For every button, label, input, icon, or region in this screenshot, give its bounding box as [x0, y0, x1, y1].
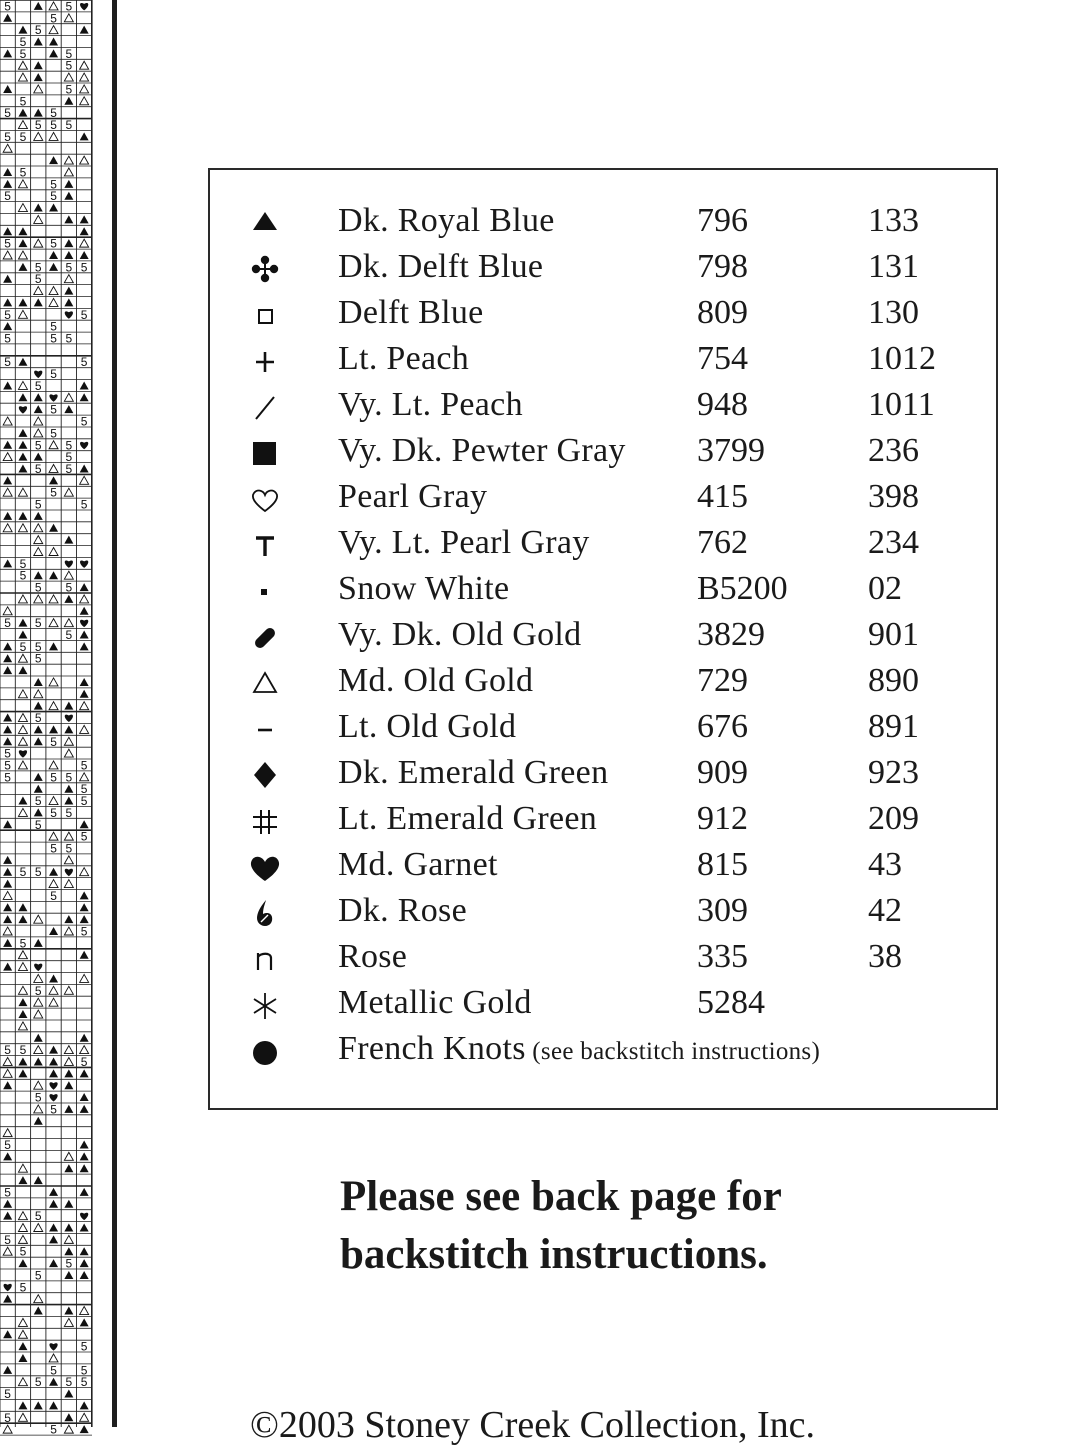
svg-text:5: 5	[34, 497, 42, 512]
thread-color-name-text: Dk. Delft Blue	[338, 248, 544, 285]
small-dot-icon	[240, 572, 290, 610]
dmc-number: 309	[697, 892, 748, 929]
anchor-number: 891	[868, 708, 919, 745]
key-row	[210, 428, 1000, 474]
svg-text:5: 5	[80, 307, 88, 322]
thread-color-name	[338, 336, 469, 382]
thread-color-name-text: French Knots	[338, 1030, 526, 1067]
svg-text:5: 5	[50, 1422, 57, 1437]
svg-text:5: 5	[34, 794, 42, 809]
svg-text:5: 5	[80, 829, 88, 844]
svg-text:5: 5	[65, 841, 73, 856]
thread-color-name	[338, 934, 407, 980]
svg-text:5: 5	[80, 1054, 88, 1069]
teardrop-icon	[240, 894, 290, 932]
anchor-number: 1012	[868, 340, 936, 377]
svg-text:5: 5	[34, 983, 42, 998]
thread-color-name	[338, 290, 484, 336]
thread-color-name	[338, 888, 467, 934]
key-row	[210, 750, 1000, 796]
svg-text:5: 5	[34, 1209, 42, 1224]
svg-text:5: 5	[80, 758, 88, 773]
svg-text:5: 5	[65, 628, 73, 643]
thread-color-name-text: Md. Old Gold	[338, 662, 534, 699]
svg-text:5: 5	[4, 746, 11, 761]
svg-text:5: 5	[19, 556, 27, 571]
svg-text:5: 5	[34, 616, 42, 631]
thread-color-name	[338, 382, 523, 428]
thread-color-name-text: Pearl Gray	[338, 478, 488, 515]
svg-text:5: 5	[80, 414, 88, 429]
anchor-number: 1011	[868, 386, 935, 423]
svg-text:5: 5	[19, 94, 27, 109]
svg-text:5: 5	[50, 106, 57, 121]
svg-text:5: 5	[19, 865, 27, 880]
anchor-number: 02	[868, 570, 902, 607]
svg-text:5: 5	[65, 438, 73, 453]
svg-text:5: 5	[65, 260, 73, 275]
svg-text:5: 5	[65, 1375, 73, 1390]
dmc-number: 798	[697, 248, 748, 285]
svg-text:5: 5	[50, 770, 57, 785]
key-row	[210, 796, 1000, 842]
svg-text:5: 5	[80, 1339, 88, 1354]
svg-text:5: 5	[65, 461, 73, 476]
filled-circle-icon	[240, 1032, 290, 1070]
svg-text:5: 5	[34, 1375, 42, 1390]
svg-text:5: 5	[4, 770, 11, 785]
svg-text:5: 5	[65, 805, 73, 820]
svg-text:5: 5	[4, 355, 11, 370]
svg-text:5: 5	[34, 711, 42, 726]
svg-text:5: 5	[65, 82, 73, 97]
dmc-number: 815	[697, 846, 748, 883]
svg-text:5: 5	[19, 1043, 27, 1058]
t-icon	[240, 526, 290, 564]
svg-text:5: 5	[34, 461, 42, 476]
dmc-number: 796	[697, 202, 748, 239]
dmc-number: 3799	[697, 432, 765, 469]
open-square-icon	[240, 296, 290, 334]
svg-text:5: 5	[65, 118, 73, 133]
thread-color-name	[338, 796, 597, 842]
svg-text:5: 5	[50, 1363, 57, 1378]
svg-text:5: 5	[65, 580, 73, 595]
thread-color-name-text: Metallic Gold	[338, 984, 532, 1021]
svg-text:5: 5	[19, 936, 27, 951]
dmc-number: B5200	[697, 570, 788, 607]
dmc-number: 909	[697, 754, 748, 791]
svg-text:5: 5	[34, 438, 42, 453]
thread-color-name	[338, 198, 555, 244]
svg-text:5: 5	[4, 616, 11, 631]
thread-color-name	[338, 520, 590, 566]
anchor-number: 901	[868, 616, 919, 653]
key-row	[210, 612, 1000, 658]
svg-text:5: 5	[19, 568, 27, 583]
svg-text:5: 5	[4, 0, 11, 14]
key-row	[210, 842, 1000, 888]
svg-text:5: 5	[4, 1410, 11, 1425]
key-row	[210, 520, 1000, 566]
four-dot-cross-icon	[240, 250, 290, 288]
svg-text:5: 5	[50, 118, 57, 133]
thread-color-name-text: Lt. Peach	[338, 340, 470, 377]
thread-color-name-text: Lt. Old Gold	[338, 708, 517, 745]
svg-text:5: 5	[50, 331, 57, 346]
svg-text:5: 5	[4, 1185, 11, 1200]
svg-text:5: 5	[65, 1256, 73, 1271]
asterisk-icon	[240, 986, 290, 1024]
svg-text:5: 5	[34, 817, 42, 832]
thread-color-name	[338, 704, 516, 750]
svg-text:5: 5	[65, 46, 73, 61]
svg-text:5: 5	[50, 805, 57, 820]
svg-text:5: 5	[19, 35, 27, 50]
dmc-number: 754	[697, 340, 748, 377]
svg-text:5: 5	[34, 865, 42, 880]
svg-text:5: 5	[50, 367, 57, 382]
anchor-number: 890	[868, 662, 919, 699]
svg-text:5: 5	[34, 651, 42, 666]
thread-color-name	[338, 1026, 820, 1075]
svg-text:5: 5	[19, 165, 27, 180]
svg-text:5: 5	[80, 782, 88, 797]
key-row	[210, 244, 1000, 290]
thread-color-name	[338, 842, 498, 888]
key-row	[210, 198, 1000, 244]
key-row	[210, 704, 1000, 750]
anchor-number: 38	[868, 938, 902, 975]
plus-icon	[240, 342, 290, 380]
svg-text:5: 5	[80, 1375, 88, 1390]
svg-text:5: 5	[4, 307, 11, 322]
svg-text:5: 5	[4, 331, 11, 346]
thread-color-name	[338, 474, 487, 520]
key-row	[210, 382, 1000, 428]
thread-color-name	[338, 612, 581, 658]
svg-text:5: 5	[34, 639, 42, 654]
open-heart-icon	[240, 480, 290, 518]
svg-text:5: 5	[34, 272, 42, 287]
thread-color-name-text: Dk. Royal Blue	[338, 202, 555, 239]
dmc-number: 3829	[697, 616, 765, 653]
svg-text:5: 5	[34, 378, 42, 393]
svg-text:5: 5	[50, 841, 57, 856]
svg-text:5: 5	[4, 1043, 11, 1058]
thread-note: (see backstitch instructions)	[525, 1038, 821, 1065]
svg-text:5: 5	[80, 794, 88, 809]
svg-text:5: 5	[4, 236, 11, 251]
svg-text:5: 5	[50, 426, 57, 441]
svg-text:5: 5	[19, 639, 27, 654]
key-row	[210, 1026, 1000, 1072]
svg-text:5: 5	[65, 450, 73, 465]
hash-icon	[240, 802, 290, 840]
anchor-number: 130	[868, 294, 919, 331]
chart-border-line	[112, 0, 117, 1427]
svg-text:5: 5	[80, 924, 88, 939]
n-icon	[240, 940, 290, 978]
svg-text:5: 5	[50, 485, 57, 500]
backstitch-note	[340, 1168, 980, 1284]
thread-color-name-text: Vy. Dk. Old Gold	[338, 616, 582, 653]
open-triangle-icon	[240, 664, 290, 702]
svg-text:5: 5	[80, 1363, 88, 1378]
anchor-number: 131	[868, 248, 919, 285]
svg-text:5: 5	[19, 1244, 27, 1259]
copyright-line: ©2003 Stoney Creek Collection, Inc.	[250, 1404, 815, 1446]
key-row	[210, 934, 1000, 980]
svg-text:5: 5	[19, 1280, 27, 1295]
svg-text:5: 5	[50, 11, 57, 26]
key-row	[210, 658, 1000, 704]
anchor-number: 923	[868, 754, 919, 791]
color-key-box	[208, 168, 998, 1110]
svg-text:5: 5	[4, 1137, 11, 1152]
svg-text:5: 5	[80, 497, 88, 512]
thread-color-name-text: Vy. Lt. Peach	[338, 386, 523, 423]
svg-text:5: 5	[4, 1387, 11, 1402]
filled-diamond-icon	[240, 756, 290, 794]
backstitch-note-line-2: backstitch instructions.	[340, 1231, 768, 1278]
svg-text:5: 5	[80, 355, 88, 370]
key-row	[210, 290, 1000, 336]
svg-text:5: 5	[34, 23, 42, 38]
svg-text:5: 5	[4, 1232, 11, 1247]
svg-text:5: 5	[50, 402, 57, 417]
capsule-icon	[240, 618, 290, 656]
anchor-number: 209	[868, 800, 919, 837]
slash-icon	[240, 388, 290, 426]
backstitch-note-line-1: Please see back page for	[340, 1173, 782, 1220]
svg-text:5: 5	[50, 189, 57, 204]
anchor-number: 133	[868, 202, 919, 239]
thread-color-name	[338, 428, 626, 474]
dmc-number: 5284	[697, 984, 765, 1021]
svg-text:5: 5	[34, 1268, 42, 1283]
thread-color-name-text: Md. Garnet	[338, 846, 498, 883]
thread-color-name-text: Vy. Dk. Pewter Gray	[338, 432, 626, 469]
anchor-number: 398	[868, 478, 919, 515]
svg-text:5: 5	[50, 888, 57, 903]
svg-text:5: 5	[19, 129, 27, 144]
filled-heart-icon	[240, 848, 290, 886]
cross-stitch-chart-fragment	[0, 0, 92, 1437]
svg-text:5: 5	[19, 46, 27, 61]
key-row	[210, 980, 1000, 1026]
anchor-number: 43	[868, 846, 902, 883]
svg-text:5: 5	[4, 106, 11, 121]
svg-text:5: 5	[65, 58, 73, 73]
key-row	[210, 566, 1000, 612]
svg-text:5: 5	[50, 1102, 57, 1117]
dmc-number: 335	[697, 938, 748, 975]
thread-color-name	[338, 566, 509, 612]
svg-text:5: 5	[65, 770, 73, 785]
svg-text:5: 5	[4, 189, 11, 204]
dmc-number: 676	[697, 708, 748, 745]
dmc-number: 912	[697, 800, 748, 837]
svg-text:5: 5	[65, 331, 73, 346]
dmc-number: 948	[697, 386, 748, 423]
thread-color-name-text: Dk. Emerald Green	[338, 754, 609, 791]
anchor-number: 234	[868, 524, 919, 561]
svg-text:5: 5	[34, 1090, 42, 1105]
dmc-number: 729	[697, 662, 748, 699]
svg-text:5: 5	[65, 0, 73, 14]
key-row	[210, 336, 1000, 382]
dmc-number: 762	[697, 524, 748, 561]
svg-text:5: 5	[50, 177, 57, 192]
dmc-number: 809	[697, 294, 748, 331]
svg-text:5: 5	[50, 236, 57, 251]
filled-triangle-icon	[240, 204, 290, 242]
anchor-number: 236	[868, 432, 919, 469]
thread-color-name	[338, 244, 543, 290]
svg-text:5: 5	[34, 260, 42, 275]
thread-color-name	[338, 980, 532, 1026]
thread-color-name-text: Snow White	[338, 570, 510, 607]
thread-color-name-text: Vy. Lt. Pearl Gray	[338, 524, 590, 561]
thread-color-name-text: Dk. Rose	[338, 892, 467, 929]
dmc-number: 415	[697, 478, 748, 515]
key-row	[210, 474, 1000, 520]
svg-text:5: 5	[50, 734, 57, 749]
key-row	[210, 888, 1000, 934]
thread-color-name-text: Delft Blue	[338, 294, 484, 331]
svg-text:5: 5	[4, 758, 11, 773]
anchor-number: 42	[868, 892, 902, 929]
svg-text:5: 5	[34, 580, 42, 595]
svg-text:5: 5	[34, 118, 42, 133]
svg-text:5: 5	[80, 260, 88, 275]
thread-color-name-text: Lt. Emerald Green	[338, 800, 598, 837]
thread-color-name	[338, 658, 533, 704]
dash-icon	[240, 710, 290, 748]
filled-square-icon	[240, 434, 290, 472]
svg-text:5: 5	[4, 129, 11, 144]
thread-color-name	[338, 750, 608, 796]
thread-color-name-text: Rose	[338, 938, 408, 975]
svg-text:5: 5	[50, 319, 57, 334]
